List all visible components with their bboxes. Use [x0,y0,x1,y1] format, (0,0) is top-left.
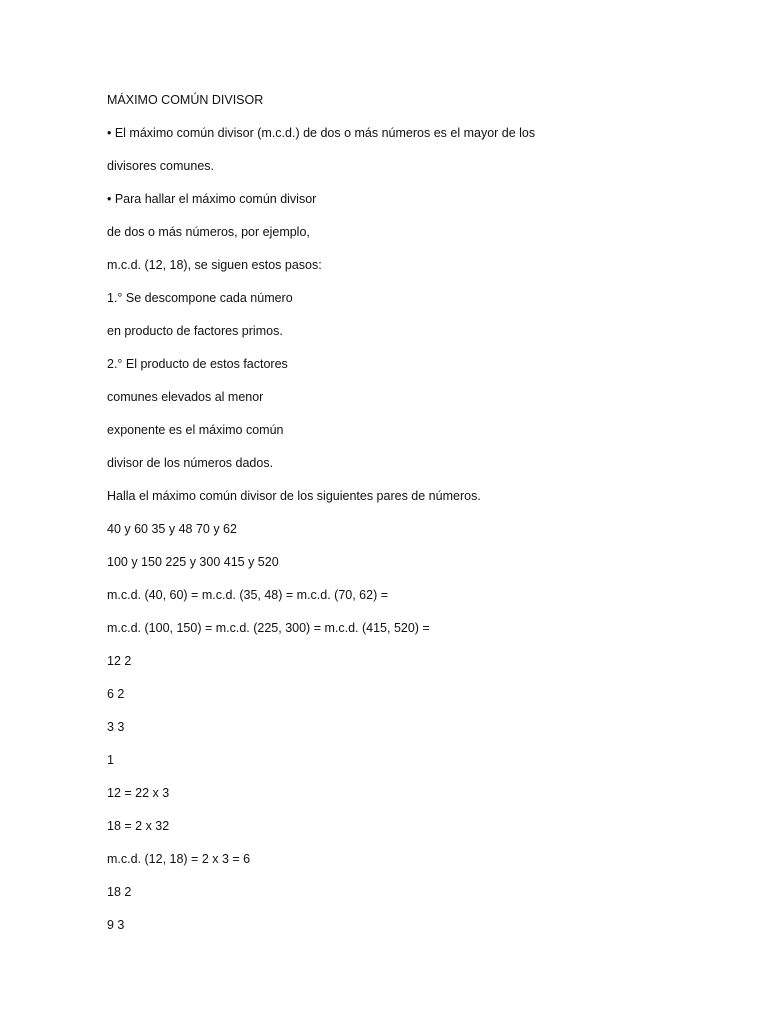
factor-line: 1 [107,753,114,767]
document-title: MÁXIMO COMÚN DIVISOR [107,93,264,107]
text-line-definition-cont: divisores comunes. [107,159,214,173]
text-line-step-1: 1.° Se descompone cada número [107,291,293,305]
exercise-pairs-row-2: 100 y 150 225 y 300 415 y 520 [107,555,279,569]
text-line-example: m.c.d. (12, 18), se siguen estos pasos: [107,258,322,272]
text-line-step-2-cont: comunes elevados al menor [107,390,264,404]
text-line-method: • Para hallar el máximo común divisor [107,192,317,206]
text-line-method-cont: de dos o más números, por ejemplo, [107,225,310,239]
exercise-instruction: Halla el máximo común divisor de los siguientes pares de números. [107,489,481,503]
text-line-definition: • El máximo común divisor (m.c.d.) de dos o más números es el mayor de los [107,126,536,140]
document-body [107,92,727,950]
factor-line: 9 3 [107,918,125,932]
factor-line: 6 2 [107,687,125,701]
factor-line: 18 2 [107,885,132,899]
factorization-line: 12 = 22 x 3 [107,786,170,800]
factor-line: 3 3 [107,720,125,734]
factor-line: 12 2 [107,654,132,668]
text-line-step-2-cont-3: divisor de los números dados. [107,456,274,470]
exercise-pairs-row-1: 40 y 60 35 y 48 70 y 62 [107,522,237,536]
mcd-result-line: m.c.d. (12, 18) = 2 x 3 = 6 [107,852,251,866]
exercise-answers-row-2: m.c.d. (100, 150) = m.c.d. (225, 300) = m.c.d. (415, 520) = [107,621,430,635]
text-line-step-1-cont: en producto de factores primos. [107,324,283,338]
text-line-step-2-cont-2: exponente es el máximo común [107,423,284,437]
text-line-step-2: 2.° El producto de estos factores [107,357,288,371]
exercise-answers-row-1: m.c.d. (40, 60) = m.c.d. (35, 48) = m.c.d. (70, 62) = [107,588,389,602]
factorization-line: 18 = 2 x 32 [107,819,170,833]
